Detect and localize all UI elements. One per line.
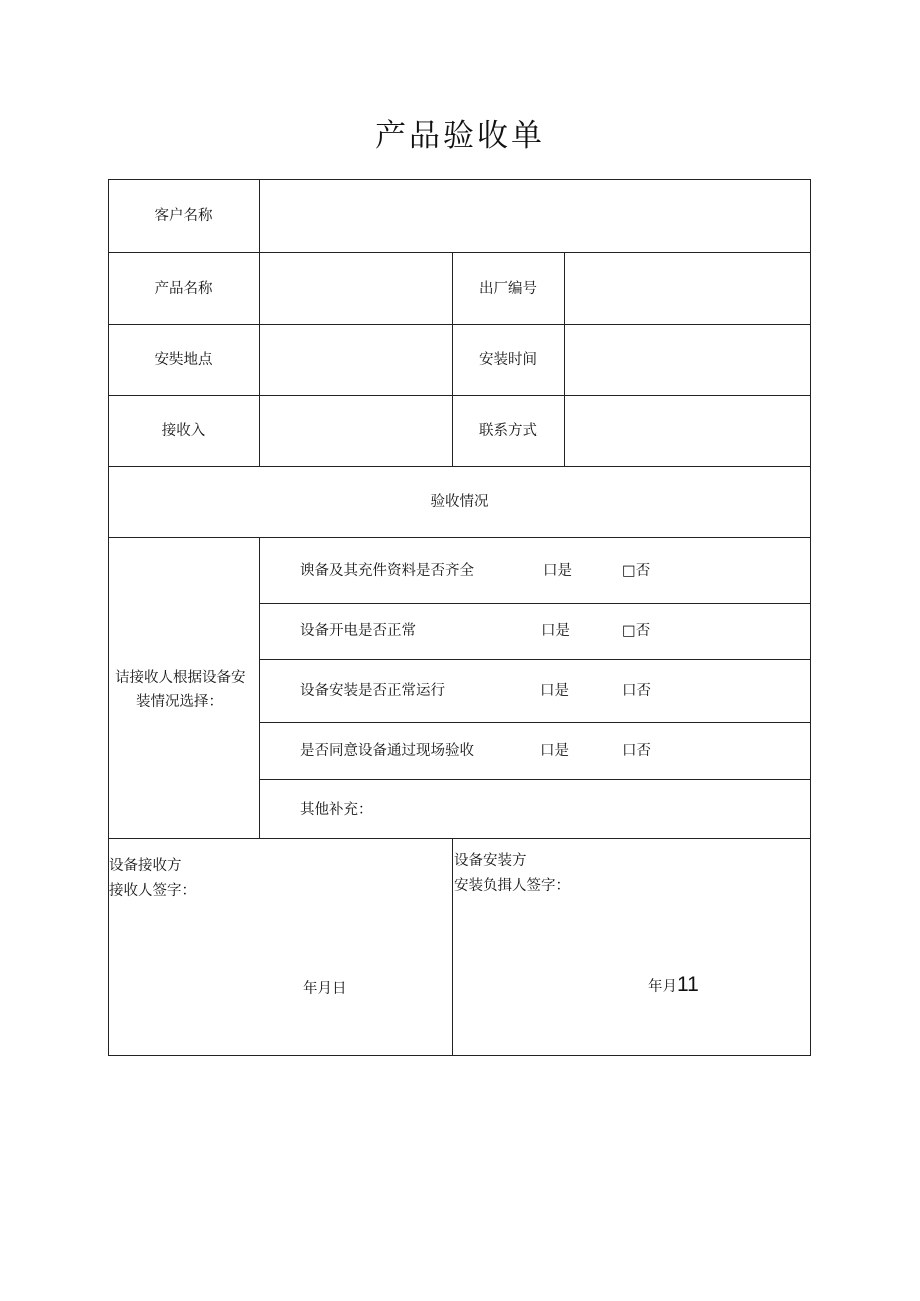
row-divider <box>108 466 811 467</box>
installer-signature-area[interactable] <box>454 900 810 970</box>
yes-checkbox-power[interactable]: 口是 <box>541 623 570 639</box>
serial-no-field[interactable] <box>565 253 810 324</box>
no-checkbox-docs[interactable]: □否 <box>622 563 651 579</box>
row-divider <box>108 537 811 538</box>
product-name-label: 产品名称 <box>154 281 213 297</box>
contact-field[interactable] <box>565 396 810 466</box>
customer-name-field[interactable] <box>260 180 810 252</box>
yes-checkbox-docs[interactable]: 口是 <box>543 563 572 579</box>
row-divider <box>260 722 811 723</box>
receiver-party-label: 设备接收方 <box>109 858 182 874</box>
checklist-question-approve: 是否同意设备通过现场验收 <box>300 743 474 759</box>
other-remarks-label: 其他补充： <box>300 802 373 818</box>
checklist-question-running: 设备安装是否正常运行 <box>300 683 445 699</box>
instruction-text-line2: 装情况选择： <box>136 694 223 710</box>
receiver-field[interactable] <box>260 396 452 466</box>
receiver-signature-area[interactable] <box>109 905 451 975</box>
yes-checkbox-running[interactable]: 口是 <box>540 683 569 699</box>
installer-date <box>648 973 699 996</box>
install-time-label: 安装时间 <box>479 352 537 368</box>
row-divider <box>260 659 811 660</box>
row-divider <box>260 779 811 780</box>
installer-date-number: 11 <box>677 973 699 996</box>
product-name-field[interactable] <box>260 253 452 324</box>
no-checkbox-running[interactable]: 口否 <box>622 683 651 699</box>
page-title: 产品验收单 <box>375 118 545 154</box>
contact-label: 联系方式 <box>479 423 537 439</box>
serial-no-label: 出厂编号 <box>479 281 537 297</box>
install-location-label: 安奘地点 <box>154 352 213 368</box>
installer-date-prefix: 年月 <box>648 979 677 995</box>
customer-name-label: 客户名称 <box>154 208 213 224</box>
installer-sign-label: 安装负揖人签字： <box>454 878 570 894</box>
acceptance-section-title: 验收情况 <box>430 494 489 510</box>
row-divider <box>108 838 811 839</box>
install-location-field[interactable] <box>260 325 452 395</box>
receiver-sign-label: 接收人签字： <box>109 883 196 899</box>
yes-checkbox-approve[interactable]: 口是 <box>540 743 569 759</box>
other-remarks-field[interactable] <box>380 781 810 837</box>
row-divider <box>260 603 811 604</box>
checklist-question-power: 设备开电是否正常 <box>300 623 416 639</box>
column-divider <box>452 838 453 1056</box>
instruction-text-line1: 诘接收人根据设备安 <box>115 670 246 686</box>
receiver-date: 年月日 <box>303 981 347 997</box>
checklist-question-docs: 谀备及其充件资料是否齐全 <box>300 563 474 579</box>
no-checkbox-power[interactable]: □否 <box>622 623 651 639</box>
no-checkbox-approve[interactable]: 口否 <box>622 743 651 759</box>
receiver-label: 接收入 <box>161 423 206 439</box>
install-time-field[interactable] <box>565 325 810 395</box>
column-divider <box>259 537 260 838</box>
installer-party-label: 设备安装方 <box>454 853 527 869</box>
